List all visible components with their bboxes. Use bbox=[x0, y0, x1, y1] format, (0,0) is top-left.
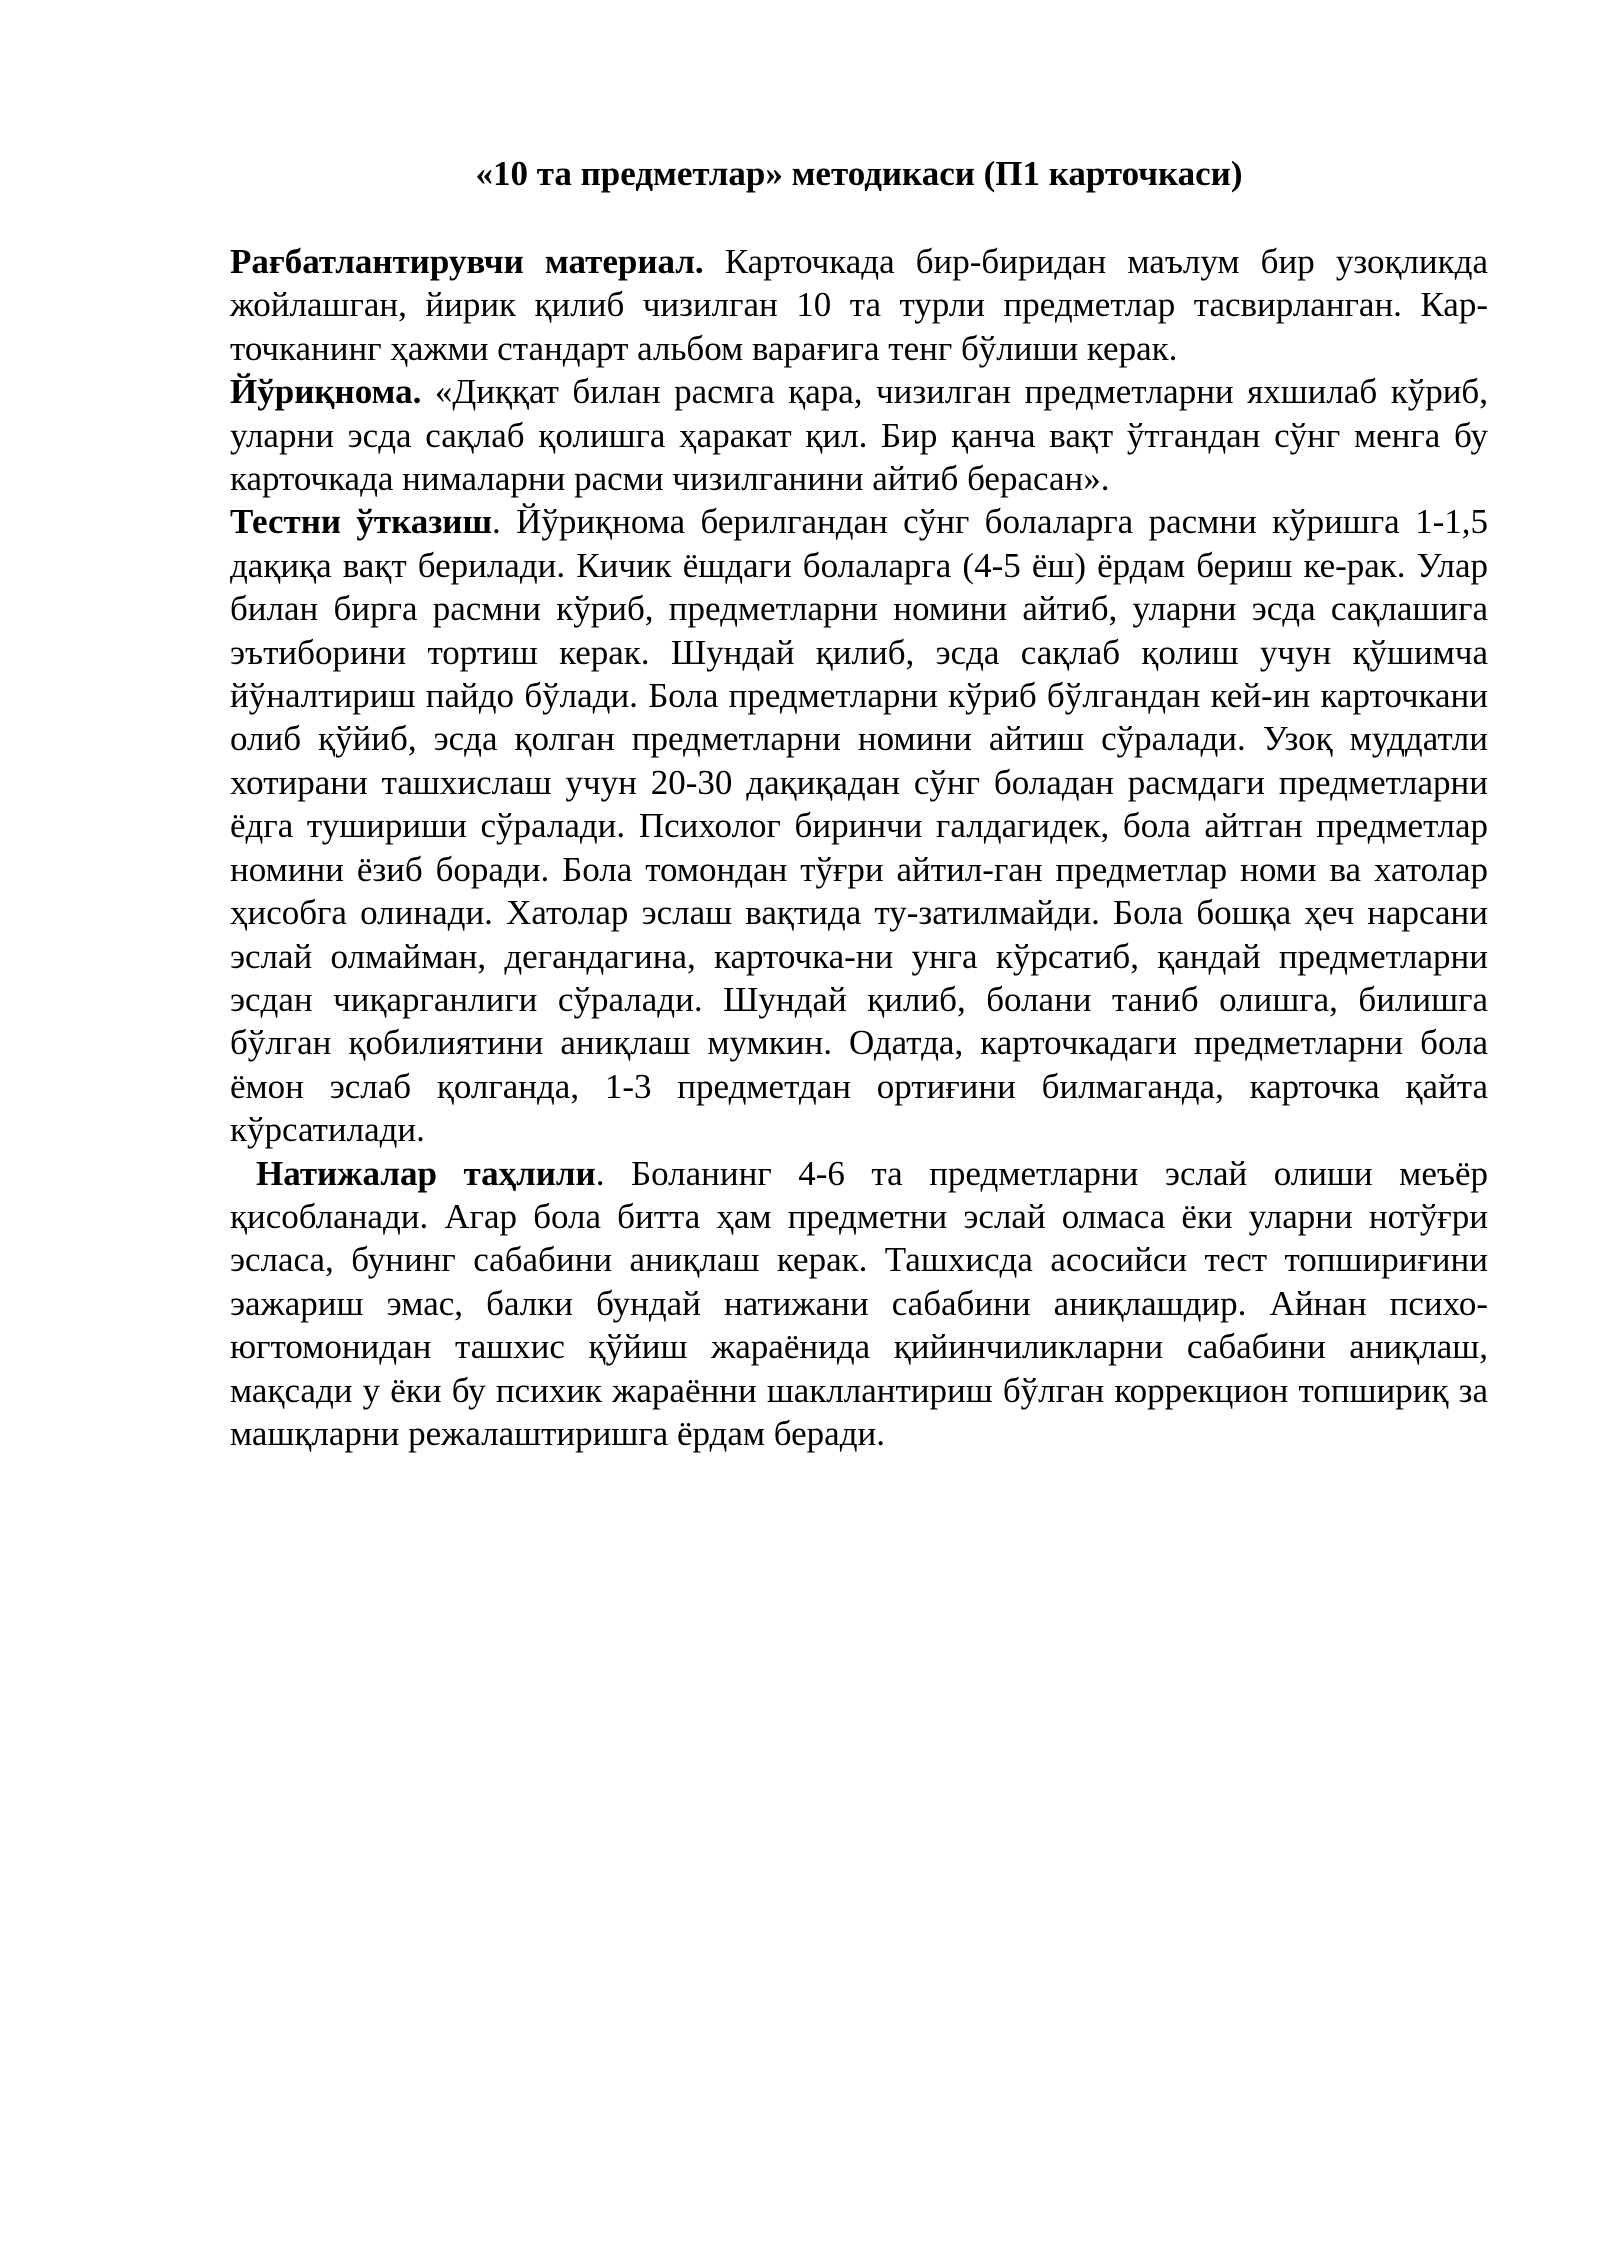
paragraph-heading: Тестни ўтказиш bbox=[230, 502, 493, 542]
paragraph-heading: Натижалар таҳлили bbox=[256, 1153, 596, 1193]
paragraph-text: «Диққат билан расмга қара, чизилган предметларни яхшилаб кўриб, уларни эсда сақлаб қолишга ҳаракат қил. Бир қанча вақт ўтгандан сўнг менга бу карточкада нималарни расми чизилганини айтиб берасан». bbox=[230, 372, 1488, 499]
paragraph-heading: Рағбатлантирувчи материал. bbox=[230, 242, 704, 281]
paragraph-test-procedure bbox=[230, 500, 1488, 1151]
paragraph-stimulus-material bbox=[230, 240, 1488, 370]
paragraph-instruction bbox=[230, 370, 1488, 500]
paragraph-text: . Боланинг 4-6 та предметларни эслай олиши меъёр қисобланади. Агар бола битта ҳам предметни эслай олмаса ёки уларни нотўғри эсласа, бунинг сабабини аниқлаш керак. Ташхисда асосийси тест топшириғини эажариш эмас, балки бундай натижани сабабини аниқлашдир. Айнан психо-югтомонидан ташхис қўйиш жараёнида қийинчиликларни сабабини аниқлаш, мақсади у ёки бу психик жараённи шакллантириш бўлган коррекцион топшириқ за машқларни режалаштиришга ёрдам беради. bbox=[230, 1153, 1488, 1453]
paragraph-heading: Йўриқнома. bbox=[230, 372, 422, 412]
page-title: «10 та предметлар» методикаси (П1 карточкаси) bbox=[475, 154, 1243, 193]
paragraph-results-analysis bbox=[230, 1152, 1488, 1456]
document-body bbox=[230, 240, 1488, 1455]
paragraph-text: . Йўриқнома берилгандан сўнг болаларга расмни кўришга 1-1,5 дақиқа вақт берилади. Кичик ёшдаги болаларга (4-5 ёш) ёрдам бериш ке-рак. Улар билан бирга расмни кўриб, предметларни номини айтиб, уларни эсда сақлашига эътиборини тортиш керак. Шундай қилиб, эсда сақлаб қолиш учун қўшимча йўналтириш пайдо бўлади. Бола предметларни кўриб бўлгандан кей-ин карточкани олиб қўйиб, эсда қолган предметларни номини айтиш сўралади. Узоқ муддатли хотирани ташхислаш учун 20-30 дақиқадан сўнг боладан расмдаги предметларни ёдга тушириши сўралади. Психолог биринчи галдагидек, бола айтган предметлар номини ёзиб боради. Бола томондан тўғри айтил-ган предметлар номи ва хатолар ҳисобга олинади. Хатолар эслаш вақтида ту-затилмайди. Бола бошқа ҳеч нарсани эслай олмайман, дегандагина, карточка-ни унга кўрсатиб, қандай предметларни эсдан чиқарганлиги сўралади. Шундай қилиб, болани таниб олишга, билишга бўлган қобилиятини аниқлаш мумкин. Одатда, карточкадаги предметларни бола ёмон эслаб қолганда, 1-3 предметдан ортиғини билмаганда, карточка қайта кўрсатилади. bbox=[230, 502, 1488, 1150]
paragraph-text: Карточкада бир-биридан маълум бир узоқликда жойлашган, йирик қилиб чизилган 10 та турли предметлар тасвирланган. Кар-точканинг ҳажми стандарт альбом варағига тенг бўлиши керак. bbox=[230, 242, 1488, 368]
